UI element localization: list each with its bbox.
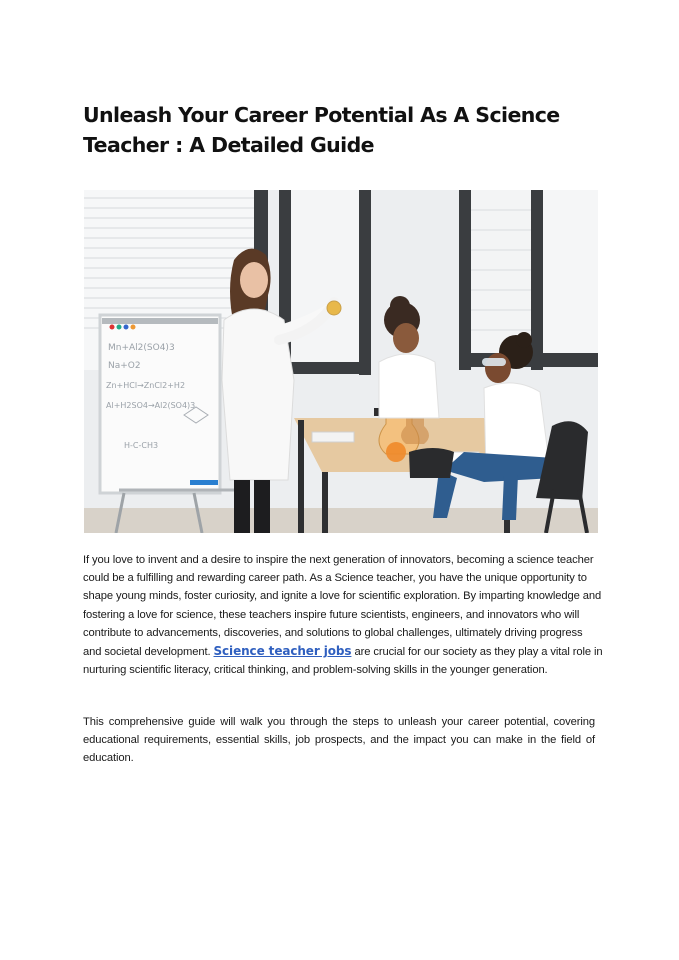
intro-paragraph: [83, 551, 603, 679]
science-teacher-jobs-link[interactable]: Science teacher jobs: [213, 644, 352, 659]
science-classroom-photo: [84, 190, 598, 533]
intro-text: If you love to invent and a desire to inspire the next generation of innovators, becoming a science teacher could be a fulfilling and rewarding career path. As a Science teacher, you have the unique opportunity to shape young minds, foster curiosity, and ignite a love for scientific exploration. By imparting knowledge and fostering a love for science, these teachers inspire future scientists, engineers, and innovators who will contribute to advancements, discoveries, and solutions to global challenges, ultimately driving progress and societal development.: [83, 554, 602, 659]
svg-text:Na+O2: Na+O2: [108, 361, 141, 371]
article-title: Unleash Your Career Potential As A Science Teacher : A Detailed Guide: [83, 103, 560, 157]
svg-text:Mn+Al2(SO4)3: Mn+Al2(SO4)3: [108, 343, 175, 353]
svg-text:H-C-CH3: H-C-CH3: [124, 441, 159, 450]
intro-text-after-link: are crucial for our society as they play a vital role in nurturing scientific literacy, critical thinking, and problem-solving skills in the younger generation.: [83, 646, 603, 677]
guide-paragraph: This comprehensive guide will walk you through the steps to unleash your career potential, covering educational requirements, essential skills, job prospects, and the impact you can make in the field of education.: [83, 716, 595, 765]
svg-text:Zn+HCl→ZnCl2+H2: Zn+HCl→ZnCl2+H2: [106, 381, 186, 390]
svg-text:Al+H2SO4→Al2(SO4)3: Al+H2SO4→Al2(SO4)3: [106, 401, 196, 410]
hero-image: [84, 190, 598, 533]
